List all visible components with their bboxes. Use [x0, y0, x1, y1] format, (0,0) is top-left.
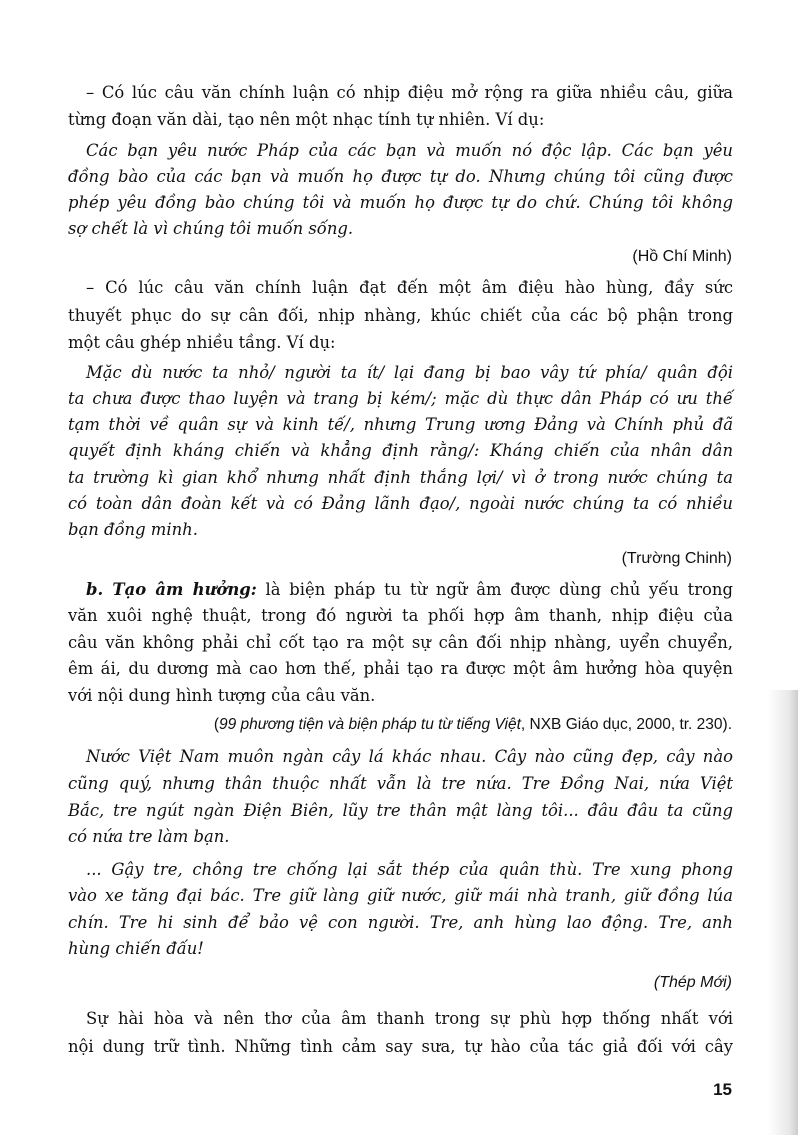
citation-open: (: [213, 716, 219, 733]
page-number: 15: [713, 1080, 732, 1099]
citation: [214, 713, 732, 737]
quote2-line-6: có toàn dân đoàn kết và có Đảng lãnh đạo/, ngoài nước chúng ta có nhiều: [68, 494, 733, 513]
quote1-line-3: phép yêu đồng bào chúng tôi và muốn họ được tự do chứ. Chúng tôi không: [68, 193, 733, 212]
citation-rest: , NXB Giáo dục, 2000, tr. 230).: [520, 716, 732, 733]
citation-title: 99 phương tiện và biện pháp tu từ tiếng Việt: [218, 716, 521, 733]
quote4-line-2: vào xe tăng đại bác. Tre giữ làng giữ nước, giữ mái nhà tranh, giữ đồng lúa: [68, 886, 733, 905]
para4-line-1: Sự hài hòa và nên thơ của âm thanh trong sự phù hợp thống nhất với: [86, 1009, 733, 1028]
section-heading: b. Tạo âm hưởng:: [86, 580, 257, 599]
para2-line-3: một câu ghép nhiều tầng. Ví dụ:: [68, 333, 336, 352]
quote2-line-5: ta trường kì gian khổ nhưng nhất định thắng lợi/ vì ở trong nước chúng ta: [68, 468, 733, 487]
para3-line-3: câu văn không phải chỉ cốt tạo ra một sự cân đối nhịp nhàng, uyển chuyển,: [68, 633, 733, 652]
para3-line-2: văn xuôi nghệ thuật, trong đó người ta phối hợp âm thanh, nhịp điệu của: [68, 606, 733, 625]
quote3-line-1: Nước Việt Nam muôn ngàn cây lá khác nhau. Cây nào cũng đẹp, cây nào: [86, 747, 733, 766]
page-edge-shadow: [768, 690, 798, 1135]
para3-line-1: [86, 578, 733, 602]
quote2-source: (Trường Chinh): [621, 550, 732, 567]
quote4-line-4: hùng chiến đấu!: [68, 939, 204, 958]
quote4-source: (Thép Mới): [653, 974, 732, 991]
para2-line-2: thuyết phục do sự cân đối, nhịp nhàng, khúc chiết của các bộ phận trong: [68, 306, 733, 325]
para2-line-1: – Có lúc câu văn chính luận đạt đến một âm điệu hào hùng, đầy sức: [86, 278, 733, 297]
para1-line-2: từng đoạn văn dài, tạo nên một nhạc tính tự nhiên. Ví dụ:: [68, 110, 545, 129]
para4-line-2: nội dung trữ tình. Những tình cảm say sưa, tự hào của tác giả đối với cây: [68, 1037, 733, 1056]
quote2-line-7: bạn đồng minh.: [68, 520, 198, 539]
quote1-line-2: đồng bào của các bạn và muốn họ được tự do. Nhưng chúng tôi cũng được: [68, 167, 733, 186]
para3-line-5: với nội dung hình tượng của câu văn.: [68, 686, 376, 705]
quote1-line-4: sợ chết là vì chúng tôi muốn sống.: [68, 219, 354, 238]
quote1-source: (Hồ Chí Minh): [632, 248, 732, 265]
quote2-line-2: ta chưa được thao luyện và trang bị kém/; mặc dù thực dân Pháp có ưu thế: [68, 389, 733, 408]
para3-line-1-text: là biện pháp tu từ ngữ âm được dùng chủ yếu trong: [256, 580, 733, 599]
quote3-line-3: Bắc, tre ngút ngàn Điện Biên, lũy tre thân mật làng tôi... đâu đâu ta cũng: [68, 801, 733, 820]
quote4-line-1: ... Gậy tre, chông tre chống lại sắt thép của quân thù. Tre xung phong: [86, 860, 733, 879]
para1-line-1: – Có lúc câu văn chính luận có nhịp điệu mở rộng ra giữa nhiều câu, giữa: [86, 83, 733, 102]
quote2-line-4: quyết định kháng chiến và khẳng định rằng/: Kháng chiến của nhân dân: [68, 441, 733, 460]
quote2-line-3: tạm thời về quân sự và kinh tế/, nhưng Trung ương Đảng và Chính phủ đã: [68, 415, 733, 434]
para3-line-4: êm ái, du dương mà cao hơn thế, phải tạo ra được một âm hưởng hòa quyện: [68, 659, 733, 678]
quote3-line-4: có nứa tre làm bạn.: [68, 827, 230, 846]
quote4-line-3: chín. Tre hi sinh để bảo vệ con người. Tre, anh hùng lao động. Tre, anh: [68, 913, 733, 932]
quote3-line-2: cũng quý, nhưng thân thuộc nhất vẫn là tre nứa. Tre Đồng Nai, nứa Việt: [68, 774, 733, 793]
quote1-line-1: Các bạn yêu nước Pháp của các bạn và muốn nó độc lập. Các bạn yêu: [86, 141, 733, 160]
quote2-line-1: Mặc dù nước ta nhỏ/ người ta ít/ lại đang bị bao vây tứ phía/ quân đội: [86, 363, 733, 382]
